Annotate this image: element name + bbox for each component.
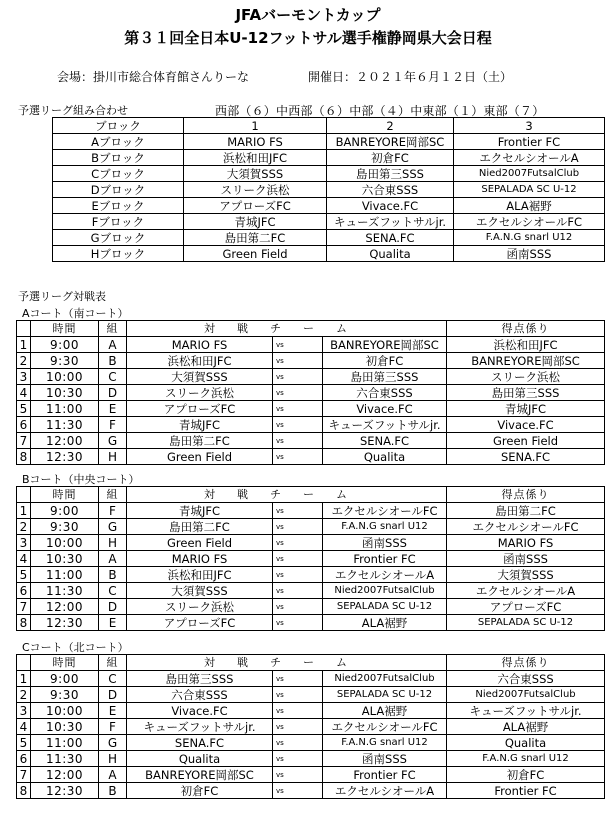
match-number: 2 xyxy=(17,687,31,703)
match-number: 4 xyxy=(17,385,31,401)
referee-team: ALA裾野 xyxy=(447,719,605,735)
match-group: F xyxy=(99,503,127,519)
team-cell: Vivace.FC xyxy=(327,198,454,214)
match-row xyxy=(17,567,605,583)
match-row xyxy=(17,503,605,519)
match-group: B xyxy=(99,353,127,369)
referee-team: Vivace.FC xyxy=(447,417,605,433)
team-cell: 島田第三SSS xyxy=(327,166,454,182)
home-team: 大須賀SSS xyxy=(127,583,273,599)
match-time: 11:00 xyxy=(31,735,99,751)
block-label: Bブロック xyxy=(53,150,184,166)
match-time: 12:00 xyxy=(31,599,99,615)
match-row xyxy=(17,369,605,385)
match-number: 5 xyxy=(17,735,31,751)
away-team: エクセルシオールA xyxy=(323,567,447,583)
match-group: A xyxy=(99,767,127,783)
match-row xyxy=(17,401,605,417)
vs-label: vs xyxy=(273,719,323,735)
header-no xyxy=(17,655,31,671)
header-group: 組 xyxy=(99,487,127,503)
team-cell: アプローズFC xyxy=(184,198,327,214)
referee-team: 初倉FC xyxy=(447,767,605,783)
match-number: 6 xyxy=(17,417,31,433)
vs-label: vs xyxy=(273,783,323,799)
away-team: Nied2007FutsalClub xyxy=(323,671,447,687)
header-teams: 対戦チーム xyxy=(127,487,447,503)
team-cell: Qualita xyxy=(327,246,454,262)
groups-row xyxy=(53,166,605,182)
vs-label: vs xyxy=(273,671,323,687)
vs-label: vs xyxy=(273,417,323,433)
header-no xyxy=(17,487,31,503)
match-number: 5 xyxy=(17,567,31,583)
court-title: Aコート（南コート） xyxy=(22,307,129,320)
team-cell: F.A.N.G snarl U12 xyxy=(454,230,605,246)
away-team: SEPALADA SC U-12 xyxy=(323,599,447,615)
vs-label: vs xyxy=(273,599,323,615)
vs-label: vs xyxy=(273,401,323,417)
groups-summary: 西部（６）中西部（６）中部（４）中東部（１）東部（７） xyxy=(215,104,545,118)
vs-label: vs xyxy=(273,449,323,465)
home-team: アプローズFC xyxy=(127,615,273,631)
vs-label: vs xyxy=(273,385,323,401)
match-time: 11:30 xyxy=(31,751,99,767)
match-number: 8 xyxy=(17,783,31,799)
groups-header-cell: 3 xyxy=(454,118,605,134)
match-time: 10:30 xyxy=(31,719,99,735)
team-cell: エクセルシオールA xyxy=(454,150,605,166)
team-cell: Frontier FC xyxy=(454,134,605,150)
home-team: MARIO FS xyxy=(127,337,273,353)
away-team: ALA裾野 xyxy=(323,615,447,631)
match-time: 11:00 xyxy=(31,401,99,417)
match-time: 11:00 xyxy=(31,567,99,583)
groups-header-row xyxy=(53,118,605,134)
match-row xyxy=(17,551,605,567)
vs-label: vs xyxy=(273,353,323,369)
header-group: 組 xyxy=(99,321,127,337)
away-team: エクセルシオールFC xyxy=(323,503,447,519)
match-number: 6 xyxy=(17,583,31,599)
home-team: 島田第三SSS xyxy=(127,671,273,687)
match-row xyxy=(17,703,605,719)
block-label: Eブロック xyxy=(53,198,184,214)
referee-team: 大須賀SSS xyxy=(447,567,605,583)
match-number: 7 xyxy=(17,767,31,783)
referee-team: 青城JFC xyxy=(447,401,605,417)
team-cell: 浜松和田JFC xyxy=(184,150,327,166)
match-time: 9:00 xyxy=(31,503,99,519)
match-time: 12:30 xyxy=(31,615,99,631)
vs-label: vs xyxy=(273,615,323,631)
match-group: G xyxy=(99,735,127,751)
vs-label: vs xyxy=(273,535,323,551)
court-title: Cコート（北コート） xyxy=(22,641,129,654)
home-team: 六合東SSS xyxy=(127,687,273,703)
league-schedule-title: 予選リーグ対戦表 xyxy=(18,290,106,303)
referee-team: SENA.FC xyxy=(447,449,605,465)
date-text: 開催日：２０２１年６月１２日（土） xyxy=(308,70,513,84)
match-time: 10:00 xyxy=(31,535,99,551)
away-team: 函南SSS xyxy=(323,535,447,551)
block-label: Dブロック xyxy=(53,182,184,198)
match-time: 10:30 xyxy=(31,551,99,567)
home-team: Qualita xyxy=(127,751,273,767)
match-row xyxy=(17,449,605,465)
home-team: 浜松和田JFC xyxy=(127,567,273,583)
header-referee: 得点係り xyxy=(447,321,605,337)
team-cell: ALA裾野 xyxy=(454,198,605,214)
header-time: 時間 xyxy=(31,487,99,503)
vs-label: vs xyxy=(273,551,323,567)
match-number: 3 xyxy=(17,703,31,719)
team-cell: 青城JFC xyxy=(184,214,327,230)
header-teams: 対戦チーム xyxy=(127,321,447,337)
groups-row xyxy=(53,182,605,198)
groups-row xyxy=(53,214,605,230)
team-cell: スリーク浜松 xyxy=(184,182,327,198)
team-cell: エクセルシオールFC xyxy=(454,214,605,230)
venue-text: 会場：掛川市総合体育館さんりーな xyxy=(57,70,250,84)
away-team: SEPALADA SC U-12 xyxy=(323,687,447,703)
match-group: D xyxy=(99,687,127,703)
match-group: C xyxy=(99,583,127,599)
away-team: 島田第三SSS xyxy=(323,369,447,385)
match-row xyxy=(17,385,605,401)
groups-row xyxy=(53,246,605,262)
match-group: F xyxy=(99,719,127,735)
match-group: A xyxy=(99,551,127,567)
referee-team: エクセルシオールA xyxy=(447,583,605,599)
match-number: 4 xyxy=(17,551,31,567)
block-label: Gブロック xyxy=(53,230,184,246)
team-cell: BANREYORE岡部SC xyxy=(327,134,454,150)
vs-label: vs xyxy=(273,583,323,599)
away-team: 初倉FC xyxy=(323,353,447,369)
away-team: SENA.FC xyxy=(323,433,447,449)
vs-label: vs xyxy=(273,567,323,583)
team-cell: 函南SSS xyxy=(454,246,605,262)
court-schedule-table xyxy=(16,654,605,799)
match-number: 8 xyxy=(17,449,31,465)
match-time: 11:30 xyxy=(31,417,99,433)
match-group: C xyxy=(99,671,127,687)
match-number: 8 xyxy=(17,615,31,631)
match-number: 5 xyxy=(17,401,31,417)
match-time: 12:00 xyxy=(31,433,99,449)
home-team: スリーク浜松 xyxy=(127,385,273,401)
match-time: 11:30 xyxy=(31,583,99,599)
home-team: 島田第二FC xyxy=(127,433,273,449)
home-team: アプローズFC xyxy=(127,401,273,417)
away-team: F.A.N.G snarl U12 xyxy=(323,519,447,535)
match-group: C xyxy=(99,369,127,385)
match-group: H xyxy=(99,449,127,465)
home-team: MARIO FS xyxy=(127,551,273,567)
match-row xyxy=(17,583,605,599)
away-team: エクセルシオールFC xyxy=(323,719,447,735)
header-group: 組 xyxy=(99,655,127,671)
block-label: Fブロック xyxy=(53,214,184,230)
match-number: 1 xyxy=(17,503,31,519)
match-group: B xyxy=(99,567,127,583)
team-cell: 島田第二FC xyxy=(184,230,327,246)
match-row xyxy=(17,751,605,767)
referee-team: Nied2007FutsalClub xyxy=(447,687,605,703)
home-team: Vivace.FC xyxy=(127,703,273,719)
referee-team: Green Field xyxy=(447,433,605,449)
groups-row xyxy=(53,198,605,214)
referee-team: 函南SSS xyxy=(447,551,605,567)
home-team: キューズフットサルjr. xyxy=(127,719,273,735)
home-team: BANREYORE岡部SC xyxy=(127,767,273,783)
vs-label: vs xyxy=(273,751,323,767)
referee-team: BANREYORE岡部SC xyxy=(447,353,605,369)
groups-header-cell: 2 xyxy=(327,118,454,134)
team-cell: SENA.FC xyxy=(327,230,454,246)
match-group: A xyxy=(99,337,127,353)
court-schedule-table xyxy=(16,486,605,631)
match-number: 6 xyxy=(17,751,31,767)
header-teams: 対戦チーム xyxy=(127,655,447,671)
referee-team: 六合東SSS xyxy=(447,671,605,687)
home-team: Green Field xyxy=(127,449,273,465)
match-time: 12:30 xyxy=(31,783,99,799)
groups-title: 予選リーグ組み合わせ xyxy=(18,104,128,117)
header-referee: 得点係り xyxy=(447,487,605,503)
team-cell: MARIO FS xyxy=(184,134,327,150)
away-team: Vivace.FC xyxy=(323,401,447,417)
document-subtitle: 第３１回全日本U-12フットサル選手権静岡県大会日程 xyxy=(124,29,492,47)
referee-team: F.A.N.G snarl U12 xyxy=(447,751,605,767)
match-number: 2 xyxy=(17,353,31,369)
match-time: 9:00 xyxy=(31,671,99,687)
match-group: G xyxy=(99,433,127,449)
block-label: Hブロック xyxy=(53,246,184,262)
referee-team: エクセルシオールFC xyxy=(447,519,605,535)
match-group: F xyxy=(99,417,127,433)
match-number: 7 xyxy=(17,599,31,615)
away-team: Nied2007FutsalClub xyxy=(323,583,447,599)
match-group: G xyxy=(99,519,127,535)
match-row xyxy=(17,337,605,353)
away-team: ALA裾野 xyxy=(323,703,447,719)
groups-row xyxy=(53,134,605,150)
home-team: 浜松和田JFC xyxy=(127,353,273,369)
team-cell: キューズフットサルjr. xyxy=(327,214,454,230)
match-number: 1 xyxy=(17,337,31,353)
match-time: 12:30 xyxy=(31,449,99,465)
team-cell: 大須賀SSS xyxy=(184,166,327,182)
match-row xyxy=(17,783,605,799)
vs-label: vs xyxy=(273,519,323,535)
groups-table xyxy=(52,117,605,262)
match-time: 9:30 xyxy=(31,687,99,703)
away-team: F.A.N.G snarl U12 xyxy=(323,735,447,751)
referee-team: MARIO FS xyxy=(447,535,605,551)
vs-label: vs xyxy=(273,337,323,353)
referee-team: アプローズFC xyxy=(447,599,605,615)
block-label: Aブロック xyxy=(53,134,184,150)
vs-label: vs xyxy=(273,735,323,751)
match-row xyxy=(17,615,605,631)
schedule-header-row xyxy=(17,321,605,337)
home-team: 青城JFC xyxy=(127,503,273,519)
groups-row xyxy=(53,150,605,166)
away-team: Frontier FC xyxy=(323,551,447,567)
match-number: 1 xyxy=(17,671,31,687)
groups-header-cell: ブロック xyxy=(53,118,184,134)
vs-label: vs xyxy=(273,433,323,449)
home-team: 大須賀SSS xyxy=(127,369,273,385)
match-time: 9:00 xyxy=(31,337,99,353)
match-row xyxy=(17,687,605,703)
match-group: H xyxy=(99,751,127,767)
match-row xyxy=(17,519,605,535)
match-row xyxy=(17,767,605,783)
away-team: エクセルシオールA xyxy=(323,783,447,799)
match-group: D xyxy=(99,599,127,615)
away-team: Qualita xyxy=(323,449,447,465)
home-team: スリーク浜松 xyxy=(127,599,273,615)
match-time: 10:00 xyxy=(31,369,99,385)
match-number: 3 xyxy=(17,535,31,551)
groups-row xyxy=(53,230,605,246)
court-schedule-table xyxy=(16,320,605,465)
referee-team: SEPALADA SC U-12 xyxy=(447,615,605,631)
match-group: H xyxy=(99,535,127,551)
schedule-header-row xyxy=(17,655,605,671)
match-row xyxy=(17,433,605,449)
vs-label: vs xyxy=(273,767,323,783)
team-cell: Nied2007FutsalClub xyxy=(454,166,605,182)
groups-header-cell: 1 xyxy=(184,118,327,134)
match-row xyxy=(17,417,605,433)
match-number: 2 xyxy=(17,519,31,535)
block-label: Cブロック xyxy=(53,166,184,182)
header-time: 時間 xyxy=(31,321,99,337)
away-team: キューズフットサルjr. xyxy=(323,417,447,433)
match-number: 3 xyxy=(17,369,31,385)
header-no xyxy=(17,321,31,337)
home-team: 初倉FC xyxy=(127,783,273,799)
referee-team: スリーク浜松 xyxy=(447,369,605,385)
court-title: Bコート（中央コート） xyxy=(22,473,140,486)
match-group: E xyxy=(99,703,127,719)
referee-team: 島田第二FC xyxy=(447,503,605,519)
vs-label: vs xyxy=(273,703,323,719)
match-row xyxy=(17,719,605,735)
match-number: 4 xyxy=(17,719,31,735)
match-time: 9:30 xyxy=(31,353,99,369)
match-time: 10:30 xyxy=(31,385,99,401)
match-group: E xyxy=(99,401,127,417)
team-cell: SEPALADA SC U-12 xyxy=(454,182,605,198)
referee-team: 島田第三SSS xyxy=(447,385,605,401)
match-group: E xyxy=(99,615,127,631)
team-cell: 六合東SSS xyxy=(327,182,454,198)
team-cell: 初倉FC xyxy=(327,150,454,166)
match-time: 9:30 xyxy=(31,519,99,535)
home-team: SENA.FC xyxy=(127,735,273,751)
team-cell: Green Field xyxy=(184,246,327,262)
home-team: 島田第二FC xyxy=(127,519,273,535)
match-row xyxy=(17,599,605,615)
home-team: Green Field xyxy=(127,535,273,551)
match-number: 7 xyxy=(17,433,31,449)
away-team: 六合東SSS xyxy=(323,385,447,401)
home-team: 青城JFC xyxy=(127,417,273,433)
match-group: D xyxy=(99,385,127,401)
header-referee: 得点係り xyxy=(447,655,605,671)
vs-label: vs xyxy=(273,687,323,703)
referee-team: キューズフットサルjr. xyxy=(447,703,605,719)
match-time: 12:00 xyxy=(31,767,99,783)
away-team: 函南SSS xyxy=(323,751,447,767)
document-title: JFAバーモントカップ xyxy=(235,6,381,24)
referee-team: 浜松和田JFC xyxy=(447,337,605,353)
match-row xyxy=(17,671,605,687)
header-time: 時間 xyxy=(31,655,99,671)
schedule-header-row xyxy=(17,487,605,503)
referee-team: Qualita xyxy=(447,735,605,751)
match-row xyxy=(17,353,605,369)
away-team: BANREYORE岡部SC xyxy=(323,337,447,353)
vs-label: vs xyxy=(273,503,323,519)
match-row xyxy=(17,535,605,551)
away-team: Frontier FC xyxy=(323,767,447,783)
match-time: 10:00 xyxy=(31,703,99,719)
referee-team: Frontier FC xyxy=(447,783,605,799)
match-group: B xyxy=(99,783,127,799)
match-row xyxy=(17,735,605,751)
vs-label: vs xyxy=(273,369,323,385)
